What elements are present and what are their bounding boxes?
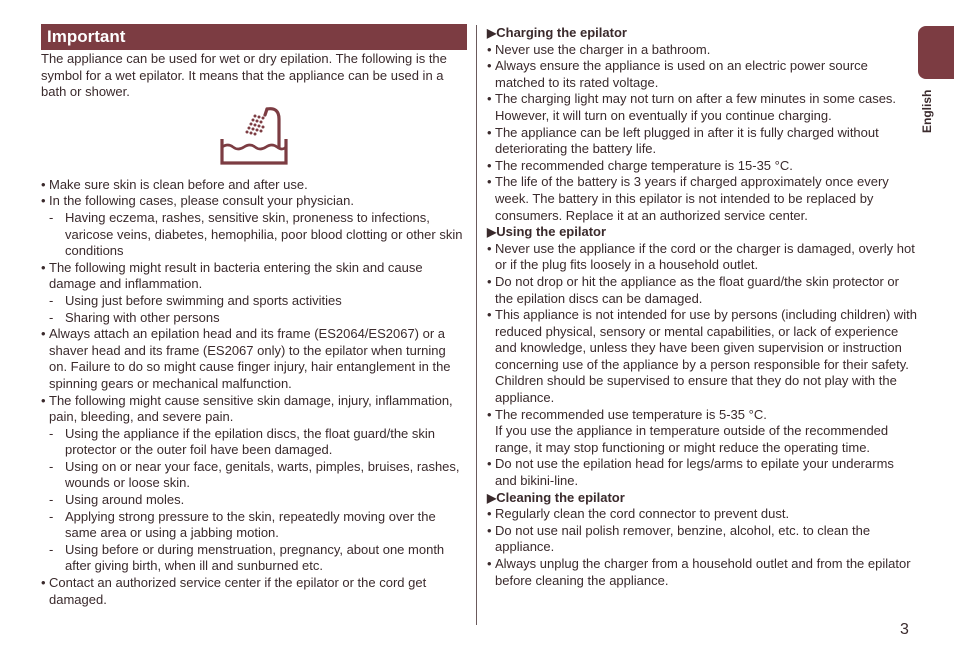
list-item	[487, 91, 917, 124]
list-item	[41, 575, 467, 608]
list-item-text: Regularly clean the cord connector to prevent dust.	[495, 506, 790, 522]
sub-list-item: - Sharing with other persons	[49, 310, 467, 327]
language-label: English	[920, 89, 934, 133]
sub-list	[49, 210, 467, 260]
list-item	[487, 125, 917, 158]
list-item	[41, 177, 467, 194]
important-list	[41, 177, 467, 608]
sub-list-item: - Having eczema, rashes, sensitive skin, proneness to infections, varicose veins, diabetes, hemophilia, poor blood clotting or other skin conditions	[49, 210, 467, 260]
list-item	[487, 307, 917, 407]
sub-list-item: - Using on or near your face, genitals, warts, pimples, bruises, rashes, wounds or loose skin.	[49, 459, 467, 492]
section-list	[487, 42, 917, 225]
arrow-right-icon: ▶	[487, 225, 497, 240]
section-title-text: Using the epilator	[496, 224, 607, 240]
list-item-extra: Children should be supervised to ensure that they do not play with the appliance.	[495, 373, 897, 406]
important-heading: Important	[41, 24, 467, 50]
list-item	[487, 456, 917, 489]
sub-list-item: - Using just before swimming and sports activities	[49, 293, 467, 310]
list-item	[487, 506, 917, 523]
list-item-text: Never use the charger in a bathroom.	[495, 41, 711, 57]
list-item	[41, 260, 467, 326]
list-item-text: Do not drop or hit the appliance as the float guard/the skin protector or the epilation discs can be damaged.	[495, 273, 899, 306]
list-item	[487, 274, 917, 307]
list-item-text: The following might result in bacteria entering the skin and cause damage and inflammation.	[49, 259, 423, 292]
section-title	[487, 224, 917, 241]
list-item-text: The recommended charge temperature is 15-35 °C.	[495, 157, 793, 173]
list-item	[487, 241, 917, 274]
section-title-text: Charging the epilator	[496, 25, 627, 40]
left-column	[41, 24, 467, 608]
section-title	[487, 25, 917, 42]
list-item-text: This appliance is not intended for use by persons (including children) with reduced physical, sensory or mental capabilities, or lack of experience and knowledge, unless they have been given supervision or instruction concerning use of the appliance by a person responsible for their safety.	[495, 307, 918, 372]
list-item-text: In the following cases, please consult your physician.	[49, 193, 354, 209]
section-title	[487, 490, 917, 507]
list-item	[41, 393, 467, 576]
arrow-right-icon: ▶	[487, 490, 497, 505]
sub-list-item: - Using the appliance if the epilation discs, the float guard/the skin protector or the outer foil have been damaged.	[49, 426, 467, 459]
section-list	[487, 241, 917, 490]
language-tab	[918, 26, 954, 79]
list-item-text: The appliance can be left plugged in after it is fully charged without deteriorating the battery life.	[495, 124, 879, 157]
list-item-text: Never use the appliance if the cord or the charger is damaged, overly hot or if the plug fits loosely in a household outlet.	[495, 240, 915, 273]
list-item-text: Always ensure the appliance is used on an electric power source matched to its rated voltage.	[495, 58, 868, 90]
list-item-text: Always attach an epilation head and its frame (ES2064/ES2067) or a shaver head and its frame (ES2067 only) to the epilator when turning on. Failure to do so might cause finger injury, hair entanglement in the spinning gears or mechanical malfunction.	[49, 326, 451, 391]
arrow-right-icon: ▶	[487, 26, 497, 40]
list-item	[41, 193, 467, 259]
list-item-text: The following might cause sensitive skin damage, injury, inflammation, pain, bleeding, and severe pain.	[49, 392, 453, 425]
list-item-text: The recommended use temperature is 5-35 °C.	[495, 406, 767, 422]
list-item	[487, 158, 917, 175]
right-column	[487, 25, 917, 589]
section-list	[487, 506, 917, 589]
sub-list	[49, 293, 467, 326]
list-item	[487, 174, 917, 224]
list-item	[487, 42, 917, 59]
list-item-text: Contact an authorized service center if the epilator or the cord get damaged.	[49, 575, 427, 607]
list-item-text: Make sure skin is clean before and after use.	[49, 176, 308, 192]
sub-list	[49, 426, 467, 575]
list-item-text: The life of the battery is 3 years if charged approximately once every week. The battery in this epilator is not intended to be replaced by consumers. Replace it at an authorized service center.	[495, 174, 889, 223]
list-item	[487, 523, 917, 556]
intro-paragraph: The appliance can be used for wet or dry epilation. The following is the symbol for a wet epilator. It means that the appliance can be used in a bath or shower.	[41, 51, 447, 100]
section-title-text: Cleaning the epilator	[496, 489, 625, 505]
list-item	[41, 326, 467, 392]
list-item	[487, 407, 917, 457]
list-item	[487, 556, 917, 589]
list-item-extra: If you use the appliance in temperature outside of the recommended range, it may stop functioning or might reduce the operating time.	[495, 423, 889, 455]
list-item-text: The charging light may not turn on after a few minutes in some cases. However, it will turn on eventually if you continue charging.	[495, 91, 897, 123]
wet-epilator-symbol-icon	[41, 107, 467, 167]
sub-list-item: - Using before or during menstruation, pregnancy, about one month after giving birth, when ill and sunburned etc.	[49, 542, 467, 575]
sub-list-item: - Using around moles.	[49, 492, 467, 509]
sub-list-item: - Applying strong pressure to the skin, repeatedly moving over the same area or using a jabbing motion.	[49, 509, 467, 542]
page-number: 3	[900, 621, 909, 638]
list-item-text: Do not use the epilation head for legs/arms to epilate your underarms and bikini-line.	[495, 456, 894, 489]
list-item-text: Always unplug the charger from a household outlet and from the epilator before cleaning the appliance.	[495, 556, 911, 588]
list-item	[487, 58, 917, 91]
list-item-text: Do not use nail polish remover, benzine, alcohol, etc. to clean the appliance.	[495, 522, 871, 555]
column-divider	[476, 25, 477, 625]
